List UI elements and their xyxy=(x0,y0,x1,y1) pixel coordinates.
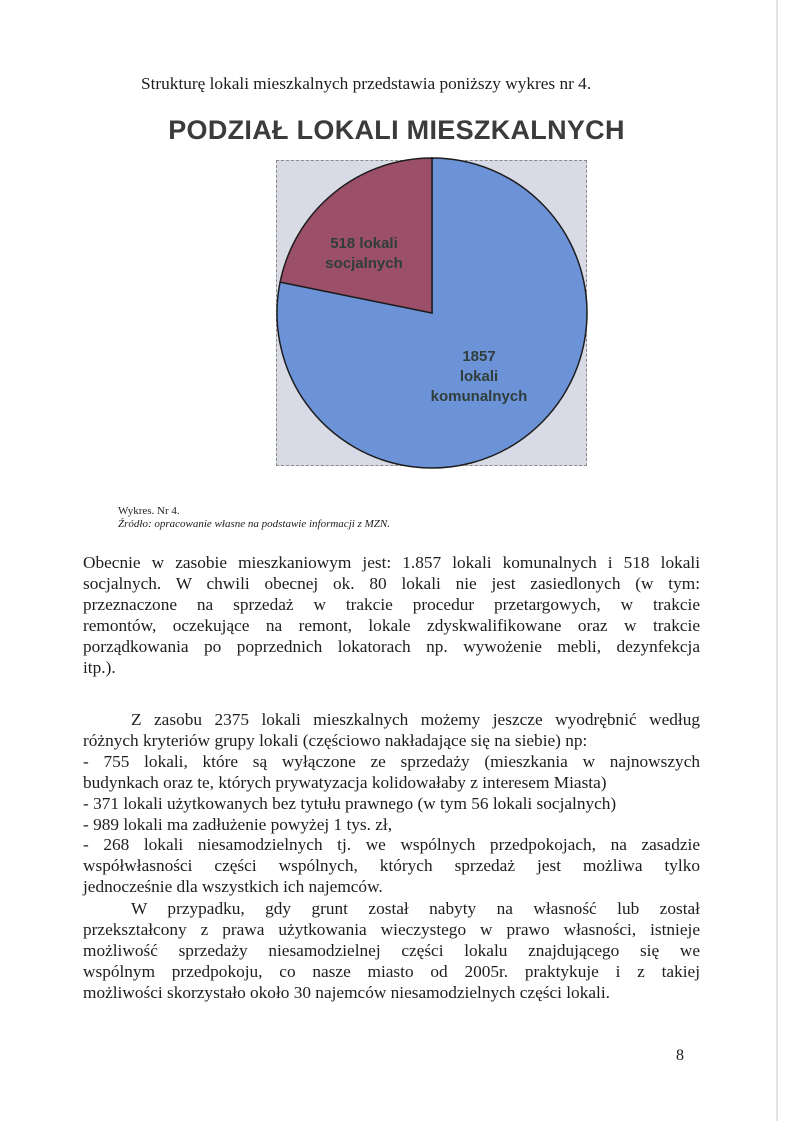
text-line: itp.). xyxy=(83,657,116,677)
text-line: możliwość sprzedaży niesamodzielnej części lokalu znajdującego się we xyxy=(83,940,700,960)
text-line: Obecnie w zasobie mieszkaniowym jest: 1.857 lokali komunalnych i 518 lokali xyxy=(83,553,700,572)
page-edge-shadow xyxy=(776,0,778,1121)
slice-label-komunalne-line2: lokali xyxy=(459,368,499,385)
pie-chart xyxy=(276,155,596,475)
caption-label: Wykres. Nr 4. xyxy=(118,505,180,517)
list-item-line: współwłasności części wspólnych, których sprzedaż jest możliwa tylko xyxy=(83,856,700,876)
text-line: wspólnym przedpokoju, co nasze miasto od 2005r. praktykuje i z takiej xyxy=(83,961,700,981)
list-item-line: - 989 lokali ma zadłużenie powyżej 1 tys. zł, xyxy=(83,814,393,834)
list-item-line: - 371 lokali użytkowanych bez tytułu prawnego (w tym 56 lokali socjalnych) xyxy=(83,793,617,813)
list-item-line: jednocześnie dla wszystkich ich najemców. xyxy=(83,877,383,897)
text-line: socjalnych. W chwili obecnej ok. 80 lokali nie jest zasiedlonych (w tym: xyxy=(83,573,700,593)
slice-label-socjalne-line1: 518 lokali xyxy=(330,235,398,252)
paragraph-3 xyxy=(83,899,700,1004)
intro-sentence: Strukturę lokali mieszkalnych przedstawia poniższy wykres nr 4. xyxy=(141,74,592,93)
text-line: przeznaczone na sprzedaż w trakcie procedur przetargowych, w trakcie xyxy=(83,594,700,614)
page-number: 8 xyxy=(676,1047,684,1064)
slice-label-komunalne-line1: 1857 xyxy=(462,348,496,365)
text-line: remontów, oczekujące na remont, lokale zdyskwalifikowane oraz w trakcie xyxy=(83,615,700,635)
paragraph-1 xyxy=(83,553,700,678)
list-item-line: - 268 lokali niesamodzielnych tj. we wspólnych przedpokojach, na zasadzie xyxy=(83,835,700,855)
chart-caption xyxy=(118,505,390,531)
text-line: W przypadku, gdy grunt został nabyty na własność lub został xyxy=(131,899,700,918)
text-line: przekształcony z prawa użytkowania wieczystego w prawo własności, istnieje xyxy=(83,919,700,939)
list-item-line: budynkach oraz te, których prywatyzacja kolidowałaby z interesem Miasta) xyxy=(83,772,607,792)
text-line: Z zasobu 2375 lokali mieszkalnych możemy jeszcze wyodrębnić według xyxy=(131,710,700,729)
text-line: możliwości skorzystało około 30 najemców niesamodzielnych części lokali. xyxy=(83,982,610,1002)
slice-label-komunalne-line3: komunalnych xyxy=(430,388,528,405)
list-item-line: - 755 lokali, które są wyłączone ze sprzedaży (mieszkania w najnowszych xyxy=(83,751,700,771)
caption-source: Źródło: opracowanie własne na podstawie informacji z MZN. xyxy=(118,518,390,530)
paragraph-2 xyxy=(83,710,700,898)
text-line: porządkowania po poprzednich lokatorach np. wywożenie mebli, dezynfekcja xyxy=(83,636,700,656)
chart-title: PODZIAŁ LOKALI MIESZKALNYCH xyxy=(168,115,625,145)
slice-label-socjalne-line2: socjalnych xyxy=(325,255,403,272)
text-line: różnych kryteriów grupy lokali (częściowo nakładające się na siebie) np: xyxy=(83,730,588,750)
